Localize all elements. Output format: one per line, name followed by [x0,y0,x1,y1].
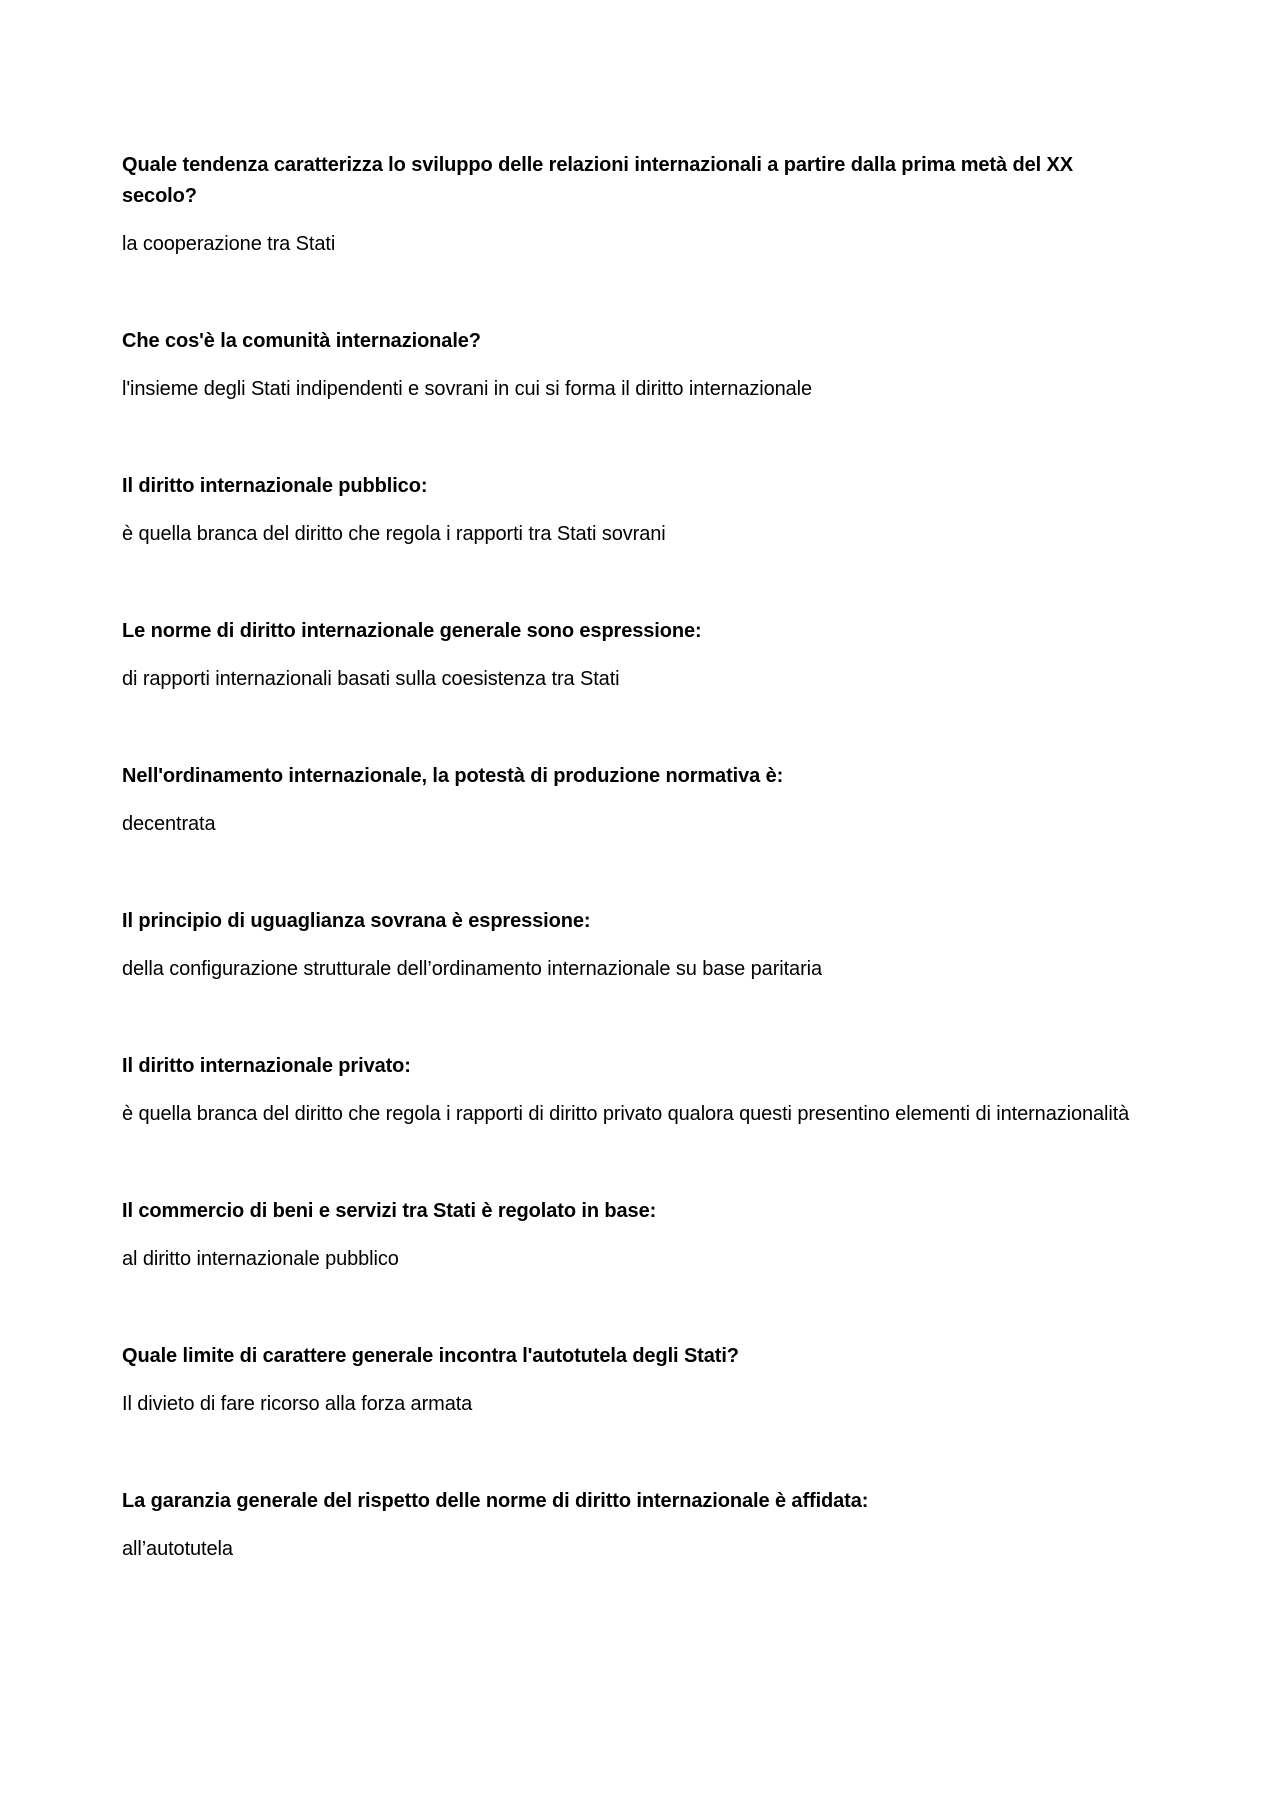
qa-item [122,1341,1130,1420]
qa-item [122,1486,1130,1565]
answer-text: l'insieme degli Stati indipendenti e sovrani in cui si forma il diritto internazionale [122,378,813,400]
question-text: Il diritto internazionale pubblico: [122,475,428,497]
answer-text: della configurazione strutturale dell’ordinamento internazionale su base paritaria [122,958,823,980]
question-text: La garanzia generale del rispetto delle norme di diritto internazionale è affidata: [122,1490,869,1512]
question-text: Quale limite di carattere generale incontra l'autotutela degli Stati? [122,1345,739,1367]
question-text: Il diritto internazionale privato: [122,1055,411,1077]
qa-item [122,761,1130,840]
answer-text: al diritto internazionale pubblico [122,1248,399,1270]
question-text: Il commercio di beni e servizi tra Stati è regolato in base: [122,1200,657,1222]
question-text: Il principio di uguaglianza sovrana è espressione: [122,910,591,932]
answer-text: decentrata [122,813,216,835]
answer-text: è quella branca del diritto che regola i rapporti tra Stati sovrani [122,523,666,545]
qa-item [122,471,1130,550]
qa-item [122,1196,1130,1275]
question-text: Le norme di diritto internazionale generale sono espressione: [122,620,702,642]
qa-item [122,906,1130,985]
answer-text: la cooperazione tra Stati [122,233,336,255]
qa-item [122,150,1130,260]
answer-text: Il divieto di fare ricorso alla forza armata [122,1393,473,1415]
answer-text: all’autotutela [122,1538,233,1560]
qa-item [122,326,1130,405]
qa-item [122,1051,1130,1130]
question-text: Quale tendenza caratterizza lo sviluppo delle relazioni internazionali a partire dalla prima metà del XX secolo? [122,154,1073,207]
qa-item [122,616,1130,695]
question-text: Nell'ordinamento internazionale, la potestà di produzione normativa è: [122,765,784,787]
answer-text: di rapporti internazionali basati sulla coesistenza tra Stati [122,668,620,690]
question-text: Che cos'è la comunità internazionale? [122,330,481,352]
answer-text: è quella branca del diritto che regola i rapporti di diritto privato qualora questi presentino elementi di internazionalità [122,1103,1130,1125]
